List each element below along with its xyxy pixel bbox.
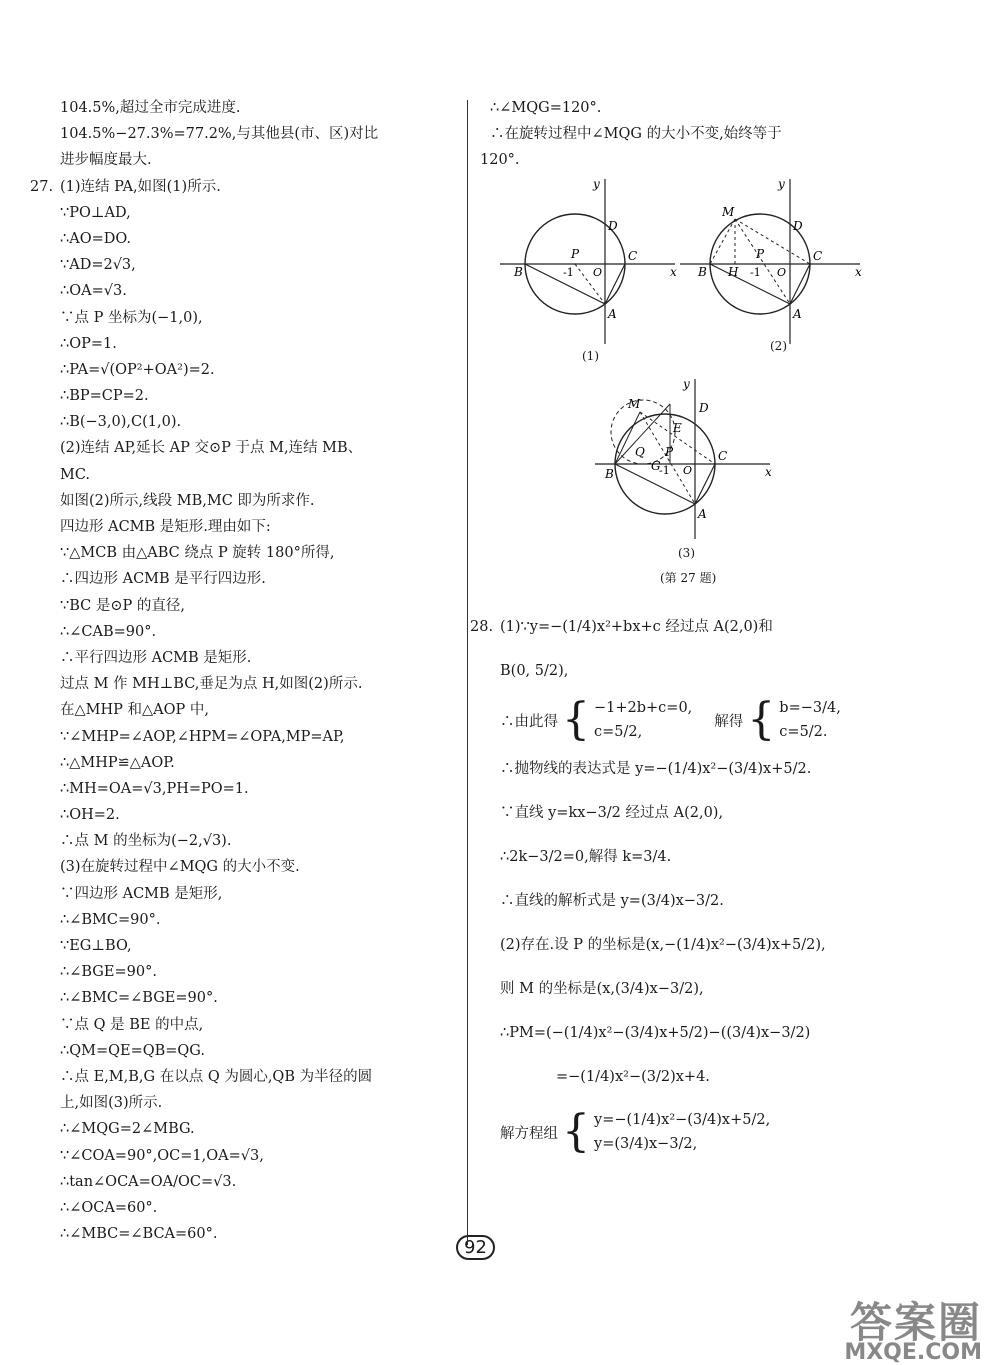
watermark: 答案圈 MXQE.COM bbox=[844, 1298, 982, 1365]
left-line: ∵△MCB 由△ABC 绕点 P 旋转 180°所得, bbox=[60, 545, 335, 562]
left-line: ∵四边形 ACMB 是矩形, bbox=[60, 885, 223, 902]
svg-text:y: y bbox=[683, 376, 690, 391]
q28-parabola: ∴抛物线的表达式是 y=−(1/4)x²−(3/4)x+5/2. bbox=[500, 761, 812, 777]
left-line: ∴∠CAB=90°. bbox=[60, 623, 157, 640]
svg-text:O: O bbox=[777, 265, 787, 279]
left-line: ∵PO⊥AD, bbox=[60, 204, 131, 221]
left-line: ∴OA=√3. bbox=[60, 283, 127, 300]
figure-1 bbox=[500, 174, 680, 354]
left-line: (2)连结 AP,延长 AP 交⊙P 于点 M,连结 MB、 bbox=[60, 440, 363, 457]
left-line: ∴∠MBC=∠BCA=60°. bbox=[60, 1226, 218, 1243]
figure-2 bbox=[680, 174, 870, 354]
svg-text:B: B bbox=[605, 466, 614, 481]
svg-text:M: M bbox=[628, 396, 641, 411]
left-line: ∴∠BMC=∠BGE=90°. bbox=[60, 990, 218, 1007]
left-line: ∴tan∠OCA=OA/OC=√3. bbox=[60, 1173, 237, 1190]
svg-text:B: B bbox=[514, 264, 523, 279]
right-top-line: 120°. bbox=[480, 152, 520, 169]
right-column bbox=[470, 95, 900, 1157]
figure-3 bbox=[595, 374, 775, 544]
svg-text:D: D bbox=[793, 218, 803, 233]
left-line: ∵点 Q 是 BE 的中点, bbox=[60, 1016, 204, 1033]
svg-text:O: O bbox=[593, 265, 603, 279]
page-number: 92 bbox=[456, 1235, 495, 1260]
right-top-line: ∴在旋转过程中∠MQG 的大小不变,始终等于 bbox=[490, 126, 782, 143]
left-line: 104.5%−27.3%=77.2%,与其他县(市、区)对比 bbox=[60, 126, 379, 143]
svg-text:D: D bbox=[608, 218, 618, 233]
svg-text:x: x bbox=[855, 264, 862, 279]
svg-text:A: A bbox=[698, 506, 707, 521]
left-line: 在△MHP 和△AOP 中, bbox=[60, 702, 209, 719]
fig1-y: y bbox=[593, 176, 600, 191]
question-28 bbox=[470, 605, 900, 1165]
svg-text:-1: -1 bbox=[750, 265, 761, 279]
left-line: ∴点 E,M,B,G 在以点 Q 为圆心,QB 为半径的圆 bbox=[60, 1068, 373, 1085]
left-line: ∵∠COA=90°,OC=1,OA=√3, bbox=[60, 1147, 264, 1164]
svg-text:C: C bbox=[628, 248, 638, 263]
svg-text:C: C bbox=[718, 448, 728, 463]
left-line: ∵点 P 坐标为(−1,0), bbox=[60, 309, 203, 326]
left-line: ∴平行四边形 ACMB 是矩形. bbox=[60, 649, 252, 666]
left-line: ∵∠MHP=∠AOP,∠HPM=∠OPA,MP=AP, bbox=[60, 728, 345, 745]
svg-text:M: M bbox=[722, 204, 735, 219]
left-line: 如图(2)所示,线段 MB,MC 即为所求作. bbox=[60, 492, 315, 509]
left-line: (3)在旋转过程中∠MQG 的大小不变. bbox=[60, 859, 300, 876]
left-line: ∵EG⊥BO, bbox=[60, 938, 132, 954]
q28-system-2: 解方程组 { y=−(1/4)x²−(3/4)x+5/2, y=(3/4)x−3/2, bbox=[500, 1106, 771, 1157]
right-top-line: ∴∠MQG=120°. bbox=[490, 100, 602, 116]
left-line: ∴QM=QE=QB=QG. bbox=[60, 1042, 205, 1059]
svg-text:B: B bbox=[698, 264, 707, 279]
svg-text:P: P bbox=[571, 246, 580, 261]
svg-text:A: A bbox=[608, 306, 617, 321]
svg-text:y: y bbox=[778, 176, 785, 191]
svg-text:D: D bbox=[699, 400, 709, 415]
q28-line-result: ∴直线的解析式是 y=(3/4)x−3/2. bbox=[500, 893, 724, 909]
left-line: ∴MH=OA=√3,PH=PO=1. bbox=[60, 780, 249, 797]
svg-text:-1: -1 bbox=[563, 265, 574, 279]
left-line: 27. (1)连结 PA,如图(1)所示. bbox=[30, 178, 221, 195]
svg-text:A: A bbox=[793, 306, 802, 321]
svg-text:P: P bbox=[756, 246, 765, 261]
caption-3: (3) bbox=[678, 545, 695, 560]
left-line: ∴PA=√(OP²+OA²)=2. bbox=[60, 361, 215, 378]
q28-pm: ∴PM=(−(1/4)x²−(3/4)x+5/2)−((3/4)x−3/2) bbox=[500, 1025, 811, 1041]
q28-line-eq: ∵直线 y=kx−3/2 经过点 A(2,0), bbox=[500, 805, 724, 821]
left-line: 上,如图(3)所示. bbox=[60, 1095, 163, 1112]
q28-pm-result: =−(1/4)x²−(3/2)x+4. bbox=[556, 1069, 710, 1085]
q28-line-1: 28. (1)∵y=−(1/4)x²+bx+c 经过点 A(2,0)和 bbox=[470, 619, 773, 635]
svg-text:P: P bbox=[665, 444, 674, 459]
left-line: ∴∠BGE=90°. bbox=[60, 964, 157, 981]
left-column bbox=[30, 95, 450, 1247]
left-line: ∴B(−3,0),C(1,0). bbox=[60, 414, 182, 431]
left-line: ∵AD=2√3, bbox=[60, 257, 136, 274]
left-line: ∴△MHP≌△AOP. bbox=[60, 754, 175, 771]
left-line: ∴∠BMC=90°. bbox=[60, 911, 161, 928]
left-line: ∴∠OCA=60°. bbox=[60, 1199, 158, 1216]
svg-text:G: G bbox=[651, 458, 661, 473]
caption-2: (2) bbox=[770, 338, 787, 353]
left-line: ∴AO=DO. bbox=[60, 230, 132, 247]
left-line: ∴四边形 ACMB 是平行四边形. bbox=[60, 571, 266, 588]
caption-figure-27: (第 27 题) bbox=[660, 570, 717, 585]
q28-k: ∴2k−3/2=0,解得 k=3/4. bbox=[500, 849, 672, 865]
left-line: MC. bbox=[60, 466, 91, 483]
figure-27-diagrams bbox=[480, 174, 900, 644]
svg-text:H: H bbox=[728, 264, 739, 279]
left-line: ∴BP=CP=2. bbox=[60, 388, 149, 405]
svg-text:E: E bbox=[673, 420, 682, 435]
svg-text:x: x bbox=[765, 464, 772, 479]
column-divider bbox=[467, 100, 468, 1245]
left-line: 104.5%,超过全市完成进度. bbox=[60, 100, 241, 116]
left-line: ∴点 M 的坐标为(−2,√3). bbox=[60, 833, 232, 850]
left-line: 进步幅度最大. bbox=[60, 152, 152, 169]
left-line: ∴∠MQG=2∠MBG. bbox=[60, 1121, 195, 1138]
fig1-x: x bbox=[670, 264, 677, 279]
left-line: 四边形 ACMB 是矩形.理由如下: bbox=[60, 519, 271, 535]
svg-text:O: O bbox=[683, 463, 693, 477]
svg-text:C: C bbox=[813, 248, 823, 263]
svg-text:-1: -1 bbox=[659, 463, 670, 477]
left-line: ∵BC 是⊙P 的直径, bbox=[60, 597, 185, 614]
q28-system-1: ∴由此得 { −1+2b+c=0, c=5/2, 解得 { b=−3/4, c=5/2. bbox=[500, 694, 841, 745]
svg-text:Q: Q bbox=[635, 444, 645, 459]
q28-part2: (2)存在.设 P 的坐标是(x,−(1/4)x²−(3/4)x+5/2), bbox=[500, 937, 826, 953]
left-line: 过点 M 作 MH⊥BC,垂足为点 H,如图(2)所示. bbox=[60, 676, 363, 693]
caption-1: (1) bbox=[582, 348, 599, 363]
q28-line-2: B(0, 5/2), bbox=[500, 663, 569, 679]
left-line: ∴OH=2. bbox=[60, 807, 120, 824]
left-line: ∴OP=1. bbox=[60, 335, 117, 352]
q28-m-coord: 则 M 的坐标是(x,(3/4)x−3/2), bbox=[500, 981, 704, 997]
